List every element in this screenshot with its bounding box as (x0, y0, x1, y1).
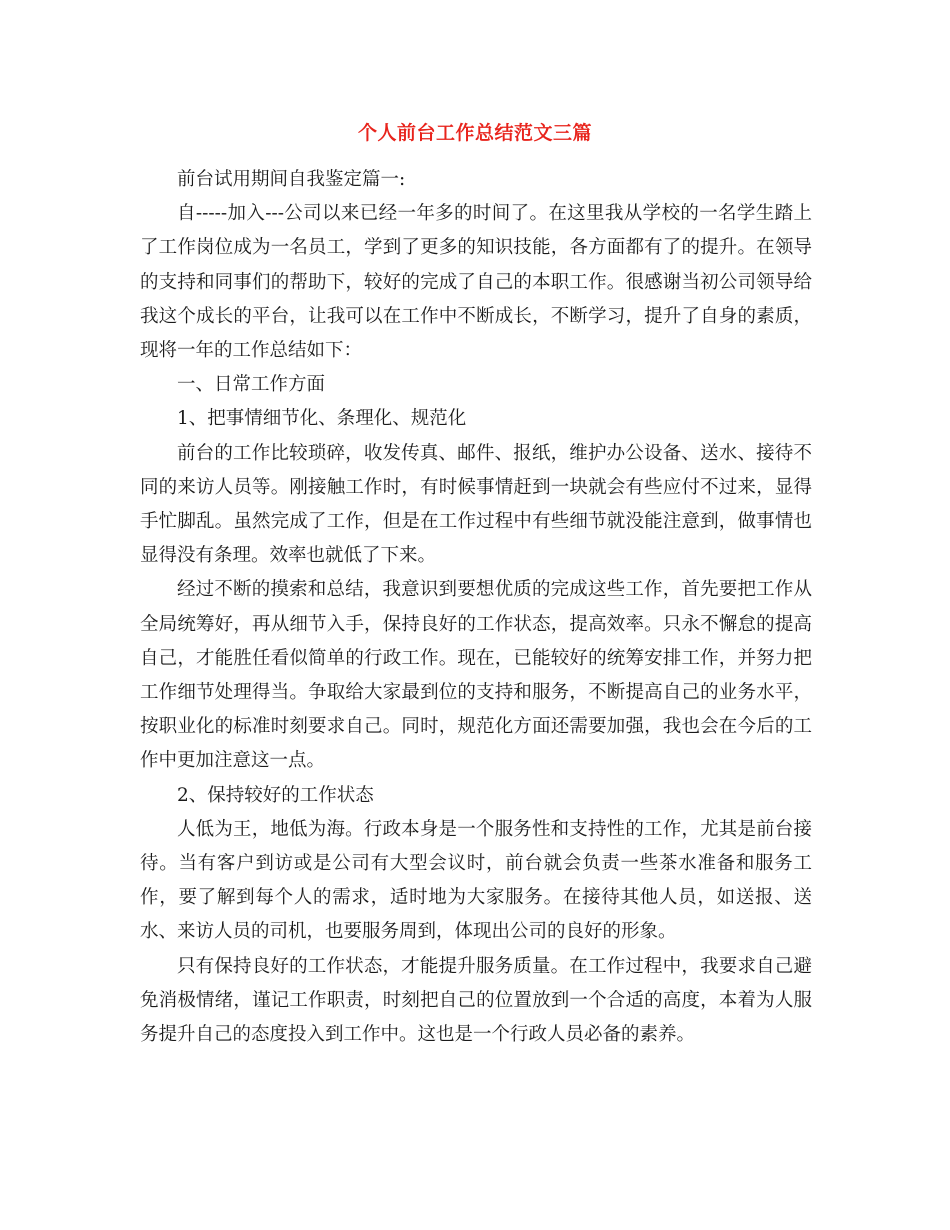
paragraph-front-desk-tasks: 前台的工作比较琐碎，收发传真、邮件、报纸，维护办公设备、送水、接待不同的来访人员等。刚接触工作时，有时候事情赶到一块就会有些应付不过来，显得手忙脚乱。虽然完成了工作，但是在工作过程中有些细节就没能注意到，做事情也显得没有条理。效率也就低了下来。 (140, 442, 812, 567)
paragraph-exploration-summary: 经过不断的摸索和总结，我意识到要想优质的完成这些工作，首先要把工作从全局统筹好，再从细节入手，保持良好的工作状态，提高效率。只永不懈怠的提高自己，才能胜任看似简单的行政工作。现在，已能较好的统筹安排工作，并努力把工作细节处理得当。争取给大家最到位的支持和服务，不断提高自己的业务水平，按职业化的标准时刻要求自己。同时，规范化方面还需要加强，我也会在今后的工作中更加注意这一点。 (140, 579, 812, 772)
subheading-work-state: 2、保持较好的工作状态 (177, 784, 374, 806)
paragraph-intro: 自-----加入---公司以来已经一年多的时间了。在这里我从学校的一名学生踏上了工作岗位成为一名员工，学到了更多的知识技能，各方面都有了的提升。在领导的支持和同事们的帮助下，较好的完成了自己的本职工作。很感谢当初公司领导给我这个成长的平台，让我可以在工作中不断成长，不断学习，提升了自身的素质，现将一年的工作总结如下： (140, 203, 812, 362)
section-heading-part-one: 前台试用期间自我鉴定篇一: (177, 169, 406, 190)
document-title: 个人前台工作总结范文三篇 (357, 122, 592, 144)
subheading-detail-orderly: 1、把事情细节化、条理化、规范化 (177, 408, 467, 430)
paragraph-service-quality: 只有保持良好的工作状态，才能提升服务质量。在工作过程中，我要求自己避免消极情绪，谨记工作职责，时刻把自己的位置放到一个合适的高度，本着为人服务提升自己的态度投入到工作中。这也是一个行政人员必备的素养。 (140, 955, 812, 1046)
document-body (140, 163, 812, 1052)
section-heading-daily-work: 一、日常工作方面 (177, 374, 326, 396)
paragraph-service-attitude: 人低为王，地低为海。行政本身是一个服务性和支持性的工作，尤其是前台接待。当有客户到访或是公司有大型会议时，前台就会负责一些茶水准备和服务工作，要了解到每个人的需求，适时地为大家服务。在接待其他人员，如送报、送水、来访人员的司机，也要服务周到，体现出公司的良好的形象。 (140, 818, 812, 943)
